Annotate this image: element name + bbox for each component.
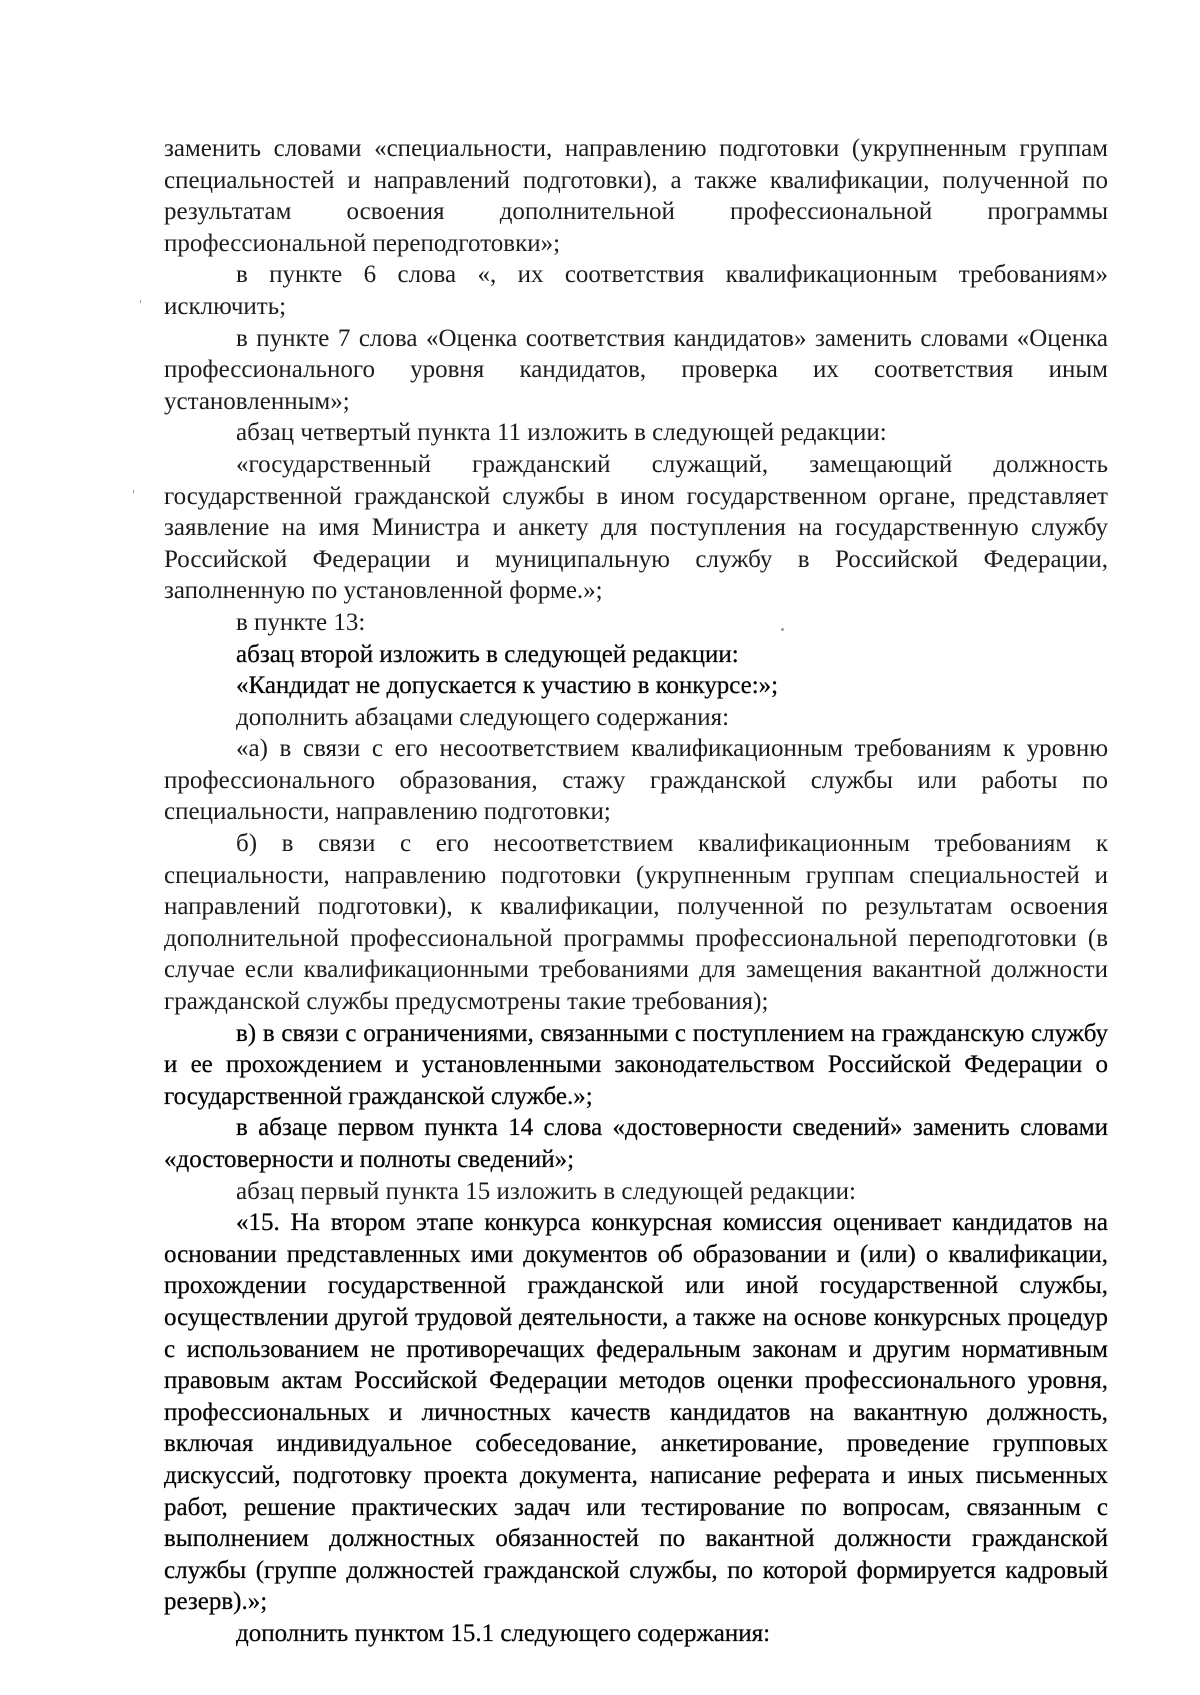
- paragraph-item-b: б) в связи с его несоответствием квалификационным требованиям к специальности, направлению подготовки (укрупненным группам специальностей и направлений подготовки), к квалификации, полученной по результатам освоения дополнительной профессиональной программы профессиональной переподготовки (в случае если квалификационными требованиями для замещения вакантной должности гражданской службы предусмотрены такие требования);: [164, 830, 1108, 1016]
- paragraph-point-11-intro: абзац четвертый пункта 11 изложить в следующей редакции:: [236, 419, 887, 447]
- paragraph-item-v: в) в связи с ограничениями, связанными с поступлением на гражданскую службу и ее прохождением и установленными законодательством Российской Федерации о государственной гражданской службе.»;: [164, 1019, 1108, 1110]
- paragraph-replace-words: заменить словами «специальности, направлению подготовки (укрупненным группам специальностей и направлений подготовки), а также квалификации, полученной по результатам освоения дополнительной профессиональной программы профессиональной переподготовки»;: [164, 135, 1108, 257]
- paragraph-point-15-intro: абзац первый пункта 15 изложить в следующей редакции:: [236, 1177, 856, 1205]
- scan-artifact: [133, 490, 134, 493]
- paragraph-point-15-text: «15. На втором этапе конкурса конкурсная комиссия оценивает кандидатов на основании представленных ими документов об образовании и (или) о квалификации, прохождении государственной гражданской или иной государственной службы, осуществлении другой трудовой деятельности, а также на основе конкурсных процедур с использованием не противоречащих федеральным законам и другим нормативным правовым актам Российской Федерации методов оценки профессионального уровня, профессиональных и личностных качеств кандидатов на вакантную должность, включая индивидуальное собеседование, анкетирование, проведение групповых дискуссий, подготовку проекта документа, написание реферата и иных письменных работ, решение практических задач или тестирование по вопросам, связанным с выполнением должностных обязанностей по вакантной должности гражданской службы (группе должностей гражданской службы, по которой формируется кадровый резерв).»;: [164, 1209, 1108, 1616]
- paragraph-item-a: «а) в связи с его несоответствием квалификационным требованиям к уровню профессионального образования, стажу гражданской службы или работы по специальности, направлению подготовки;: [164, 735, 1108, 826]
- document-body: [164, 133, 1108, 1650]
- paragraph-point-13-add: дополнить абзацами следующего содержания:: [236, 703, 730, 731]
- paragraph-point-13: в пункте 13:: [236, 608, 366, 636]
- paragraph-point-7: в пункте 7 слова «Оценка соответствия кандидатов» заменить словами «Оценка профессионального уровня кандидатов, проверка их соответствия иным установленным»;: [164, 324, 1108, 415]
- paragraph-point-15-1: дополнить пунктом 15.1 следующего содержания:: [236, 1619, 771, 1647]
- scan-artifact: [140, 300, 141, 303]
- paragraph-point-11-text: «государственный гражданский служащий, замещающий должность государственной гражданской службы в ином государственном органе, представляет заявление на имя Министра и анкету для поступления на государственную службу Российской Федерации и муниципальную службу в Российской Федерации, заполненную по установленной форме.»;: [164, 450, 1108, 605]
- paragraph-point-6: в пункте 6 слова «, их соответствия квалификационным требованиям» исключить;: [164, 261, 1108, 320]
- paragraph-point-14: в абзаце первом пункта 14 слова «достоверности сведений» заменить словами «достоверности и полноты сведений»;: [164, 1114, 1108, 1173]
- paragraph-point-13-second-abzac: абзац второй изложить в следующей редакции:: [236, 640, 739, 668]
- paragraph-point-13-candidate: «Кандидат не допускается к участию в конкурсе:»;: [236, 672, 779, 700]
